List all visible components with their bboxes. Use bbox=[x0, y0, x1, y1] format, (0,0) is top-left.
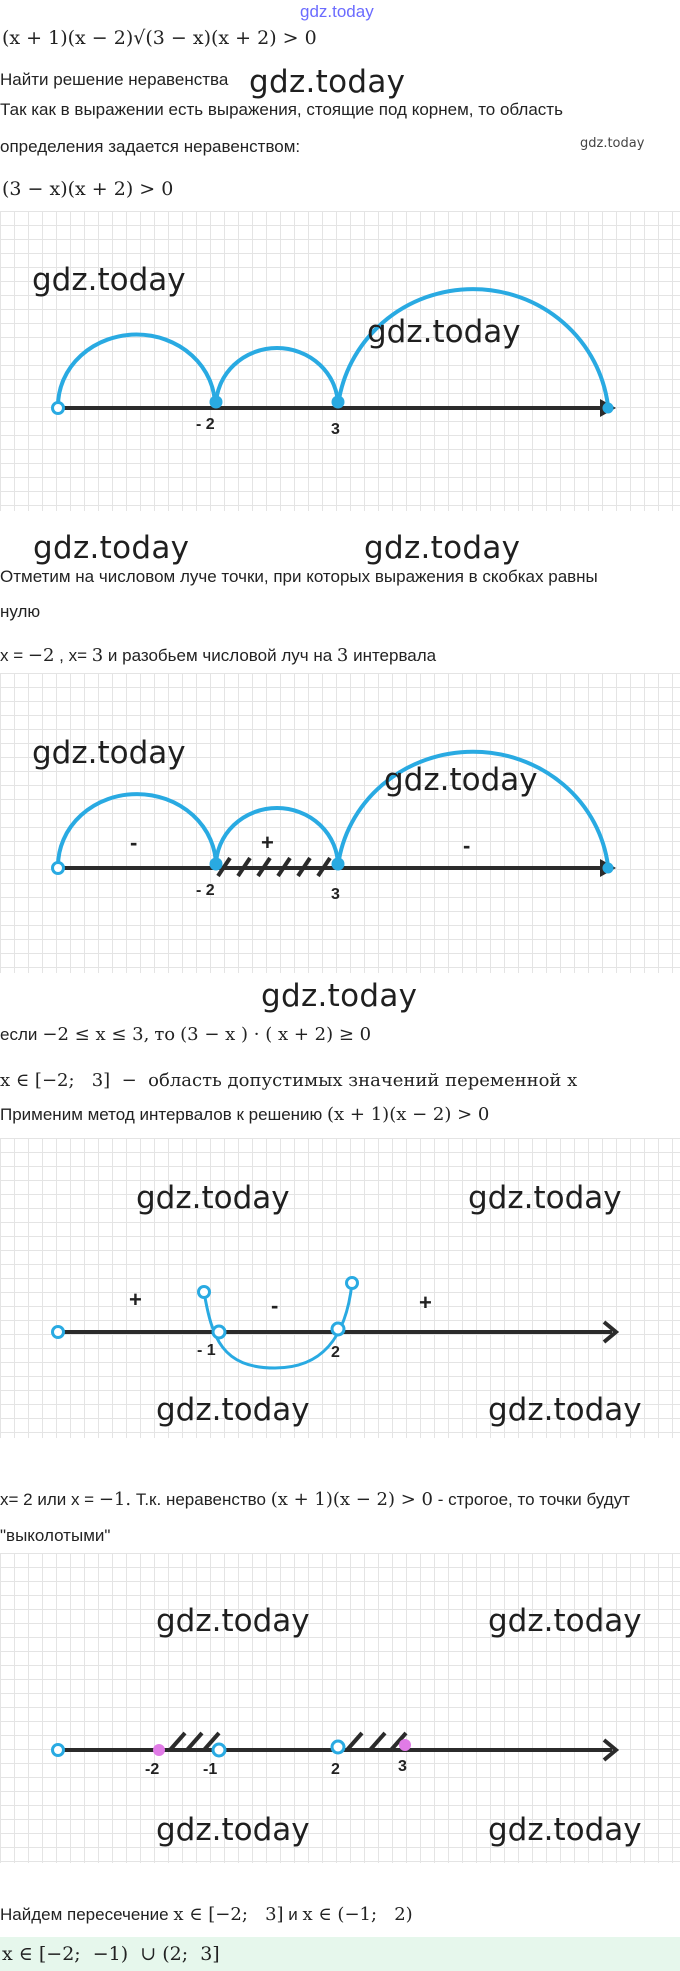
watermark: gdz.today bbox=[32, 262, 186, 298]
interval-count: 3 bbox=[336, 645, 349, 666]
point-start bbox=[53, 863, 64, 874]
problem-inequality: (x + 1)(x − 2)√(3 − x)(x + 2) > 0 bbox=[2, 27, 317, 49]
number-line-2-svg bbox=[0, 673, 680, 973]
watermark: gdz.today bbox=[156, 1603, 310, 1639]
root-minus-2: −2 bbox=[27, 645, 55, 666]
number-line-diagram-4 bbox=[0, 1553, 680, 1863]
point-start bbox=[53, 1745, 64, 1756]
condition-product: (3 − x ) · ( x + 2) ≥ 0 bbox=[180, 1024, 372, 1045]
point-2 bbox=[332, 1323, 344, 1335]
intersection-set-2: x ∈ (−1; 2) bbox=[302, 1904, 413, 1925]
intersection-set-1: x ∈ [−2; 3] bbox=[173, 1904, 284, 1925]
strict-part3: - строгое, то точки будут bbox=[433, 1490, 630, 1509]
tick-label-3: 3 bbox=[331, 421, 340, 438]
roots-line bbox=[0, 645, 436, 666]
strict-line bbox=[0, 1489, 680, 1510]
point-minus-2 bbox=[210, 396, 223, 409]
section-title: Найти решение неравенства bbox=[0, 70, 229, 89]
tick-label-minus-1: - 1 bbox=[197, 1342, 216, 1359]
paragraph-mark-line1: Отметим на числовом луче точки, при которых выражения в скобках равны bbox=[0, 567, 598, 586]
watermark: gdz.today bbox=[156, 1812, 310, 1848]
sign-interval-2: + bbox=[261, 830, 274, 855]
point-3 bbox=[332, 396, 345, 409]
condition-then: то bbox=[154, 1024, 176, 1045]
watermark: gdz.today bbox=[367, 314, 521, 350]
watermark: gdz.today bbox=[488, 1812, 642, 1848]
sign-interval-3: - bbox=[463, 833, 471, 858]
arc-interval-2 bbox=[216, 348, 338, 406]
tick-label-2: 2 bbox=[331, 1344, 340, 1361]
arc-interval-1 bbox=[58, 335, 215, 406]
tick-label-2: 2 bbox=[331, 1761, 340, 1778]
watermark: gdz.today bbox=[136, 1180, 290, 1216]
intersection-line bbox=[0, 1904, 413, 1925]
watermark: gdz.today bbox=[249, 64, 406, 100]
point-end bbox=[603, 403, 614, 414]
parabola-end-left bbox=[199, 1287, 210, 1298]
sign-interval-2: - bbox=[271, 1293, 279, 1318]
watermark: gdz.today bbox=[468, 1180, 622, 1216]
paragraph-domain-line1: Так как в выражении есть выражения, стоящие под корнем, то область bbox=[0, 100, 563, 119]
point-end bbox=[603, 863, 614, 874]
tick-label-3: 3 bbox=[398, 1758, 407, 1775]
number-line-4-svg bbox=[0, 1553, 680, 1863]
method-text: Применим метод интервалов к решению bbox=[0, 1105, 328, 1124]
odz-text: − область допустимых значений переменной x bbox=[110, 1070, 578, 1091]
number-line-3-svg bbox=[0, 1138, 680, 1438]
point-start bbox=[53, 403, 64, 414]
watermark: gdz.today bbox=[32, 735, 186, 771]
watermark-small: gdz.today bbox=[580, 136, 645, 151]
point-2 bbox=[332, 1741, 344, 1753]
answer-expression: x ∈ [−2; −1) ∪ (2; 3] bbox=[2, 1943, 220, 1965]
tick-label-3: 3 bbox=[331, 886, 340, 903]
paragraph-mark-line2: нулю bbox=[0, 602, 41, 621]
point-minus-1 bbox=[213, 1326, 225, 1338]
hatching-left bbox=[170, 1733, 219, 1750]
point-minus-2 bbox=[210, 858, 223, 871]
answer-box bbox=[0, 1937, 680, 1971]
number-line-diagram-2 bbox=[0, 673, 680, 973]
watermark: gdz.today bbox=[156, 1392, 310, 1428]
point-3 bbox=[399, 1739, 411, 1751]
number-line-diagram-3 bbox=[0, 1138, 680, 1438]
arc-interval-2 bbox=[216, 808, 338, 866]
roots-suffix2: интервала bbox=[348, 646, 437, 665]
condition-line bbox=[0, 1024, 371, 1045]
odz-line bbox=[0, 1070, 577, 1091]
method-expr: (x + 1)(x − 2) > 0 bbox=[327, 1104, 490, 1125]
tick-label-minus-2: - 2 bbox=[196, 882, 215, 899]
point-start bbox=[53, 1327, 64, 1338]
sign-interval-1: + bbox=[129, 1287, 142, 1312]
sign-interval-1: - bbox=[130, 830, 138, 855]
number-line-1-svg bbox=[0, 211, 680, 511]
point-3 bbox=[332, 858, 345, 871]
watermark: gdz.today bbox=[384, 762, 538, 798]
strict-part1: x= 2 или x = bbox=[0, 1490, 99, 1509]
watermark: gdz.today bbox=[488, 1392, 642, 1428]
watermark: gdz.today bbox=[488, 1603, 642, 1639]
sign-interval-3: + bbox=[419, 1290, 432, 1315]
condition-range: −2 ≤ x ≤ 3, bbox=[42, 1024, 150, 1045]
condition-if: если bbox=[0, 1025, 38, 1044]
parabola-end-right bbox=[347, 1278, 358, 1289]
watermark-top: gdz.today bbox=[300, 2, 374, 21]
roots-mid: , x= bbox=[54, 646, 92, 665]
roots-suffix1: и разобьем числовой луч на bbox=[103, 646, 337, 665]
tick-label-minus-1: -1 bbox=[203, 1761, 218, 1778]
hatching-right bbox=[347, 1733, 406, 1750]
root-3: 3 bbox=[91, 645, 104, 666]
watermark: gdz.today bbox=[33, 530, 190, 566]
point-minus-2 bbox=[153, 1744, 165, 1756]
intersection-text: Найдем пересечение bbox=[0, 1905, 174, 1924]
watermark: gdz.today bbox=[364, 530, 521, 566]
number-line-diagram-1 bbox=[0, 211, 680, 511]
tick-label-minus-2: -2 bbox=[145, 1761, 160, 1778]
strict-num: −1. bbox=[98, 1489, 132, 1510]
paragraph-domain-line2: определения задается неравенством: bbox=[0, 137, 301, 156]
roots-prefix: x = bbox=[0, 646, 28, 665]
odz-set: x ∈ [−2; 3] bbox=[0, 1070, 111, 1091]
strict-expr: (x + 1)(x − 2) > 0 bbox=[270, 1489, 434, 1510]
intersection-and: и bbox=[283, 1905, 303, 1924]
strict-line2: "выколотыми" bbox=[0, 1526, 111, 1545]
point-minus-1 bbox=[213, 1744, 225, 1756]
strict-part2: Т.к. неравенство bbox=[131, 1490, 271, 1509]
tick-label-minus-2: - 2 bbox=[196, 416, 215, 433]
watermark: gdz.today bbox=[261, 978, 418, 1014]
method-line bbox=[0, 1104, 489, 1125]
domain-inequality: (3 − x)(x + 2) > 0 bbox=[2, 178, 174, 200]
